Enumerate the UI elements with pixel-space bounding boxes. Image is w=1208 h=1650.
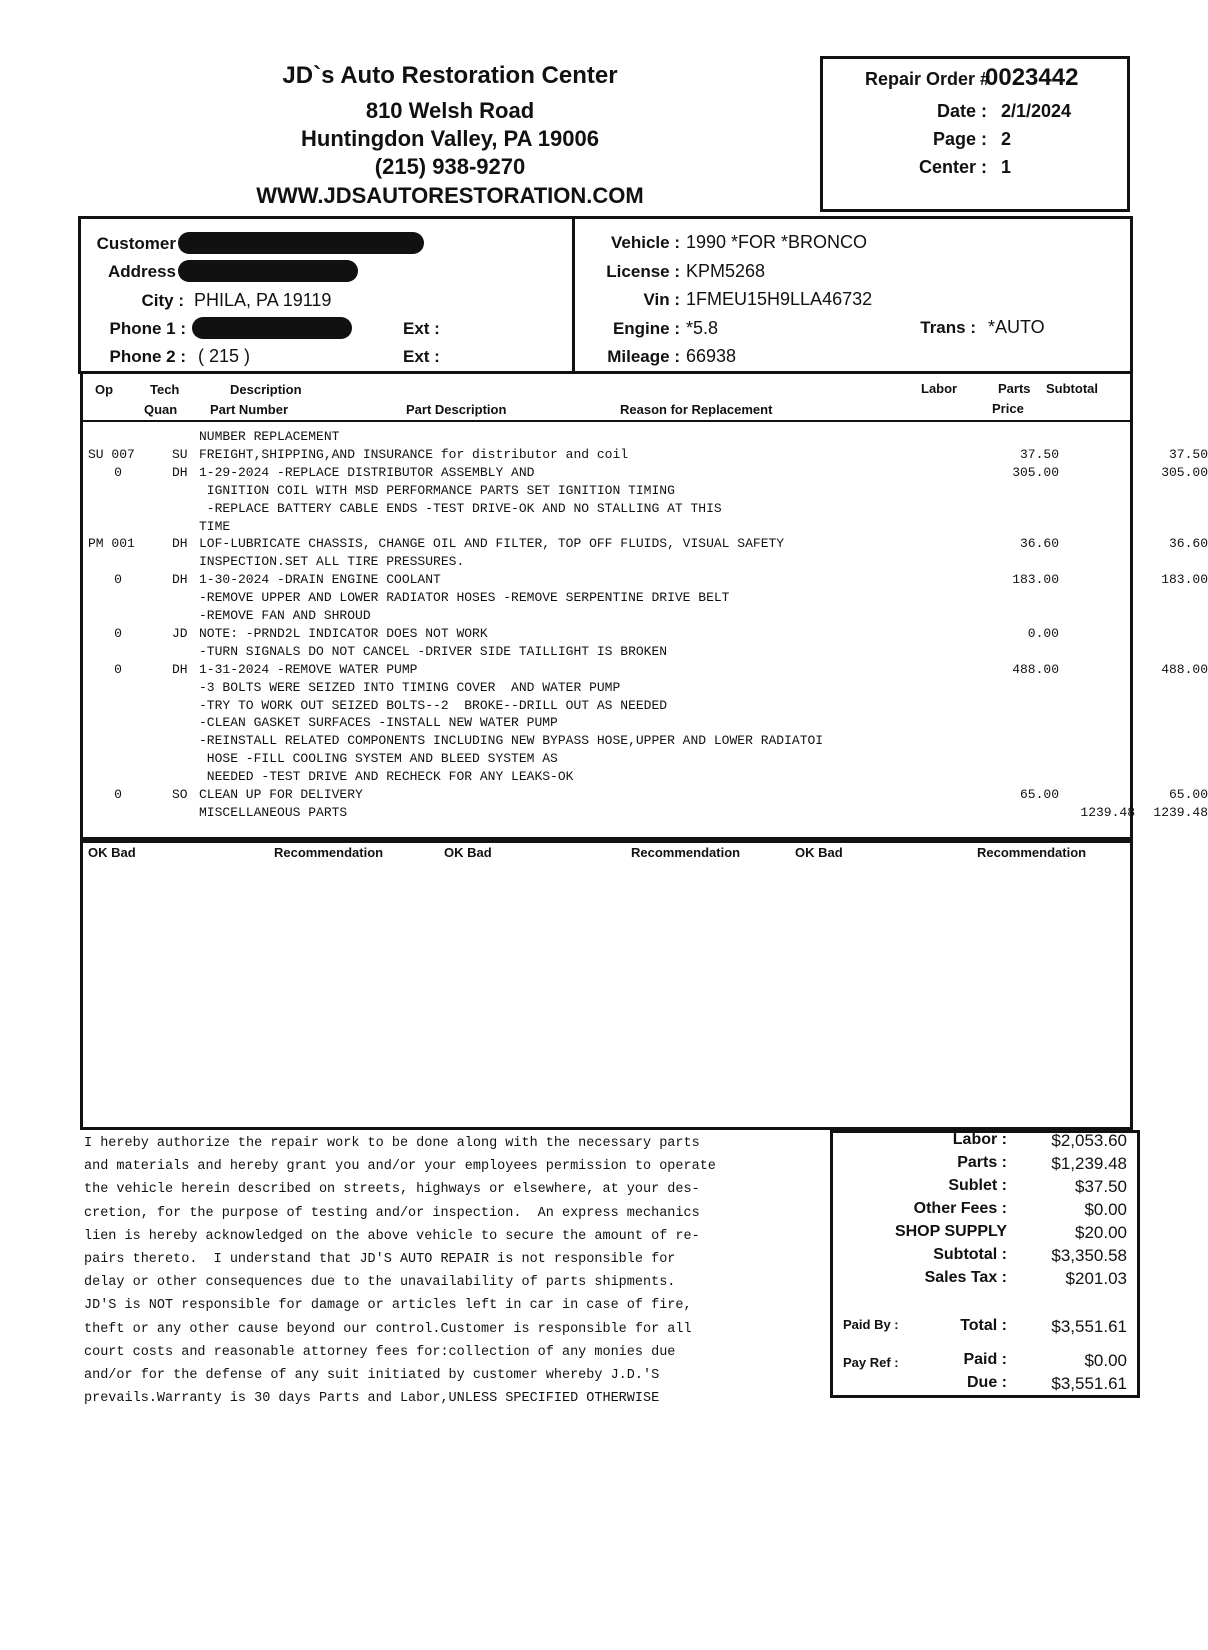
order-date: 2/1/2024 xyxy=(1001,101,1072,121)
line-item-row xyxy=(84,590,1124,608)
customer-vehicle-divider xyxy=(572,216,575,374)
line-item-description: CLEAN UP FOR DELIVERY xyxy=(199,787,363,802)
line-item-subtotal: 36.60 xyxy=(1168,536,1208,552)
parts-total: $1,239.48 xyxy=(1051,1154,1127,1173)
line-item-labor: 183.00 xyxy=(1012,572,1059,588)
line-item-tech: DH xyxy=(172,572,188,588)
line-item-op: 0 xyxy=(114,661,122,677)
line-item-description: -3 BOLTS WERE SEIZED INTO TIMING COVER AND WATER PUMP xyxy=(199,679,621,695)
terms-line: and/or for the defense of any suit initiated by customer whereby J.D.'S xyxy=(84,1368,660,1384)
authorization-terms xyxy=(84,1132,824,1410)
city-label: City : xyxy=(141,291,184,310)
line-item-description: TIME xyxy=(199,518,231,534)
total-label: Total : xyxy=(960,1317,1007,1334)
line-item-tech: DH xyxy=(172,661,188,677)
ext1-label: Ext : xyxy=(403,319,440,338)
line-item-description: HOSE -FILL COOLING SYSTEM AND BLEED SYSTEM AS xyxy=(199,751,558,767)
terms-line: pairs thereto. I understand that JD'S AUTO REPAIR is not responsible for xyxy=(84,1252,676,1268)
line-item-tech: DH xyxy=(172,536,188,552)
vehicle-value: 1990 *FOR *BRONCO xyxy=(686,232,868,252)
line-item-row xyxy=(84,626,1124,644)
line-item-row xyxy=(84,429,1124,447)
line-item-description: NOTE: -PRND2L INDICATOR DOES NOT WORK xyxy=(199,625,488,641)
line-item-row xyxy=(84,446,1208,465)
line-item-labor: 305.00 xyxy=(1012,464,1059,480)
line-item-op: SU 007 xyxy=(88,446,135,462)
line-item-description: 1-31-2024 -REMOVE WATER PUMP xyxy=(199,661,418,677)
col-description-header: Description xyxy=(230,382,302,397)
labor-total: $2,053.60 xyxy=(1051,1131,1127,1150)
shop-street: 810 Welsh Road xyxy=(365,98,535,123)
terms-line: JD'S is NOT responsible for damage or articles left in car in case of fire, xyxy=(84,1298,692,1314)
paid-label: Paid : xyxy=(963,1351,1007,1368)
line-item-parts: 1239.48 xyxy=(1080,804,1135,820)
line-item-row xyxy=(84,536,1208,554)
col-price-header: Price xyxy=(992,401,1024,416)
labor-total-label: Labor : xyxy=(952,1131,1007,1148)
repair-order-label: Repair Order # xyxy=(865,69,991,89)
due-amount: $3,551.61 xyxy=(1051,1374,1127,1393)
mileage-label: Mileage : xyxy=(607,347,680,366)
subtotal-label: Subtotal : xyxy=(933,1246,1007,1263)
license-label: License : xyxy=(606,262,680,281)
col-reason-header: Reason for Replacement xyxy=(620,402,773,417)
terms-line: and materials and hereby grant you and/or your employees permission to operate xyxy=(84,1159,716,1175)
mileage-value: 66938 xyxy=(686,346,737,366)
line-item-row xyxy=(84,804,1208,823)
line-item-row xyxy=(84,483,1124,501)
trans-value: *AUTO xyxy=(988,317,1045,337)
line-item-labor: 0.00 xyxy=(1027,625,1059,641)
line-item-description: -CLEAN GASKET SURFACES -INSTALL NEW WATER PUMP xyxy=(199,715,558,731)
line-item-subtotal: 65.00 xyxy=(1168,787,1208,802)
terms-line: lien is hereby acknowledged on the above vehicle to secure the amount of re- xyxy=(84,1228,700,1244)
due-label: Due : xyxy=(967,1374,1007,1391)
line-item-description: -TRY TO WORK OUT SEIZED BOLTS--2 BROKE--DRILL OUT AS NEEDED xyxy=(199,697,668,713)
terms-line: prevails.Warranty is 30 days Parts and Labor,UNLESS SPECIFIED OTHERWISE xyxy=(84,1391,660,1407)
line-item-row xyxy=(84,680,1124,698)
center-number: 1 xyxy=(1001,157,1012,177)
other-fees-label: Other Fees : xyxy=(913,1200,1007,1217)
customer-city: PHILA, PA 19119 xyxy=(194,290,332,310)
shop-phone: (215) 938-9270 xyxy=(374,154,526,179)
line-item-tech: SO xyxy=(172,787,188,802)
line-item-description: FREIGHT,SHIPPING,AND INSURANCE for distributor and coil xyxy=(199,446,629,462)
vehicle-label: Vehicle : xyxy=(611,233,680,252)
sublet-total: $37.50 xyxy=(1075,1177,1127,1196)
rec-header-3: Recommendation xyxy=(977,845,1087,860)
recommendation-box xyxy=(80,840,1133,1130)
line-item-subtotal: 305.00 xyxy=(1161,464,1208,480)
line-item-row xyxy=(84,608,1124,626)
line-item-description: -REINSTALL RELATED COMPONENTS INCLUDING NEW BYPASS HOSE,UPPER AND LOWER RADIATOI xyxy=(199,733,824,749)
grand-total: $3,551.61 xyxy=(1051,1317,1127,1336)
line-item-row xyxy=(84,644,1124,662)
line-item-subtotal: 1239.48 xyxy=(1153,804,1208,820)
line-item-tech: JD xyxy=(172,625,188,641)
line-item-row xyxy=(84,787,1208,805)
engine-value: *5.8 xyxy=(686,318,719,338)
totals-box xyxy=(830,1130,1140,1398)
col-labor-header: Labor xyxy=(921,381,958,396)
line-item-labor: 65.00 xyxy=(1019,787,1059,802)
line-item-description: -TURN SIGNALS DO NOT CANCEL -DRIVER SIDE TAILLIGHT IS BROKEN xyxy=(199,643,668,659)
line-item-row xyxy=(84,554,1124,572)
line-item-row xyxy=(84,769,1124,787)
col-subtotal-header: Subtotal xyxy=(1046,381,1098,396)
date-label: Date : xyxy=(936,101,987,121)
line-item-labor: 37.50 xyxy=(1019,446,1059,462)
line-item-op: 0 xyxy=(114,787,122,802)
line-item-subtotal: 37.50 xyxy=(1168,446,1208,462)
terms-line: theft or any other cause beyond our control.Customer is responsible for all xyxy=(84,1321,692,1337)
page-number: 2 xyxy=(1001,129,1012,149)
line-item-row xyxy=(84,715,1124,733)
parts-total-label: Parts : xyxy=(957,1154,1007,1171)
items-header-rule xyxy=(80,420,1133,422)
col-quan-header: Quan xyxy=(144,402,178,417)
ext2-label: Ext : xyxy=(403,347,440,366)
center-label: Center : xyxy=(918,157,987,177)
line-item-labor: 36.60 xyxy=(1019,536,1059,552)
shop-supply-total: $20.00 xyxy=(1075,1223,1127,1242)
line-item-subtotal: 488.00 xyxy=(1161,661,1208,677)
line-item-row xyxy=(84,733,1124,751)
line-items-list xyxy=(84,429,1208,829)
line-item-row xyxy=(84,519,1124,537)
col-part-description-header: Part Description xyxy=(406,402,507,417)
terms-line: I hereby authorize the repair work to be done along with the necessary parts xyxy=(84,1136,700,1151)
line-item-description: 1-30-2024 -DRAIN ENGINE COOLANT xyxy=(199,572,441,588)
line-item-description: LOF-LUBRICATE CHASSIS, CHANGE OIL AND FILTER, TOP OFF FLUIDS, VISUAL SAFETY xyxy=(199,536,785,552)
terms-line: court costs and reasonable attorney fees for:collection of any monies due xyxy=(84,1344,676,1360)
line-item-row xyxy=(84,572,1208,590)
col-tech-header: Tech xyxy=(150,382,180,397)
line-item-op: PM 001 xyxy=(88,536,135,552)
page-label: Page : xyxy=(932,129,987,149)
customer-label: Customer xyxy=(96,234,176,253)
line-item-description: NUMBER REPLACEMENT xyxy=(199,429,340,444)
line-item-subtotal: 183.00 xyxy=(1161,572,1208,588)
line-item-description: 1-29-2024 -REPLACE DISTRIBUTOR ASSEMBLY AND xyxy=(199,464,535,480)
terms-line: delay or other consequences due to the unavailability of parts shipments. xyxy=(84,1275,676,1291)
vin-value: 1FMEU15H9LLA46732 xyxy=(686,289,873,309)
address-label: Address xyxy=(107,262,176,281)
terms-line: the vehicle herein described on streets, highways or elsewhere, at your des- xyxy=(84,1182,700,1198)
customer-name-redacted xyxy=(178,232,424,254)
sales-tax-amount: $201.03 xyxy=(1065,1269,1127,1288)
repair-order-number: 0023442 xyxy=(985,64,1079,91)
line-item-labor: 488.00 xyxy=(1012,661,1059,677)
line-item-row xyxy=(84,501,1124,519)
line-item-op: 0 xyxy=(114,625,122,641)
rec-header-1: Recommendation xyxy=(274,845,384,860)
repair-order-box xyxy=(820,56,1130,212)
engine-label: Engine : xyxy=(612,319,680,338)
rec-header-2: Recommendation xyxy=(631,845,741,860)
line-item-op: 0 xyxy=(114,572,122,588)
col-part-number-header: Part Number xyxy=(210,402,289,417)
sales-tax-label: Sales Tax : xyxy=(924,1269,1007,1286)
line-item-description: INSPECTION.SET ALL TIRE PRESSURES. xyxy=(199,554,465,570)
phone2-value: ( 215 ) xyxy=(198,346,251,366)
phone1-redacted xyxy=(192,317,352,339)
paid-by-label: Paid By : xyxy=(843,1317,899,1332)
line-item-description: -REMOVE UPPER AND LOWER RADIATOR HOSES -REMOVE SERPENTINE DRIVE BELT xyxy=(199,590,730,606)
sublet-label: Sublet : xyxy=(948,1177,1007,1194)
paid-amount: $0.00 xyxy=(1084,1351,1127,1370)
line-item-tech: DH xyxy=(172,464,188,480)
rec-okbad-3: OK Bad xyxy=(795,845,843,860)
shop-supply-label: SHOP SUPPLY xyxy=(894,1223,1007,1240)
line-item-description: -REPLACE BATTERY CABLE ENDS -TEST DRIVE-OK AND NO STALLING AT THIS xyxy=(199,500,722,516)
col-op-header: Op xyxy=(95,382,114,397)
line-item-description: MISCELLANEOUS PARTS xyxy=(199,804,348,820)
col-parts-header: Parts xyxy=(998,381,1031,396)
subtotal-amount: $3,350.58 xyxy=(1051,1246,1127,1265)
address-redacted xyxy=(178,260,358,282)
other-fees-total: $0.00 xyxy=(1084,1200,1127,1219)
shop-city: Huntingdon Valley, PA 19006 xyxy=(301,126,599,151)
line-item-description: NEEDED -TEST DRIVE AND RECHECK FOR ANY LEAKS-OK xyxy=(199,769,574,785)
pay-ref-label: Pay Ref : xyxy=(843,1355,899,1370)
license-value: KPM5268 xyxy=(686,261,766,281)
line-item-row xyxy=(84,751,1124,769)
shop-name: JD`s Auto Restoration Center xyxy=(282,62,618,89)
rec-okbad-2: OK Bad xyxy=(444,845,492,860)
shop-website: WWW.JDSAUTORESTORATION.COM xyxy=(256,183,644,208)
vin-label: Vin : xyxy=(643,290,680,309)
line-item-row xyxy=(84,464,1208,483)
phone1-label: Phone 1 : xyxy=(109,319,186,338)
line-item-row xyxy=(84,661,1208,680)
line-item-description: -REMOVE FAN AND SHROUD xyxy=(199,608,371,623)
line-item-row xyxy=(84,698,1124,716)
line-item-tech: SU xyxy=(172,446,188,462)
line-item-description: IGNITION COIL WITH MSD PERFORMANCE PARTS SET IGNITION TIMING xyxy=(199,482,675,498)
line-item-op: 0 xyxy=(114,464,122,480)
trans-label: Trans : xyxy=(920,318,976,337)
terms-line: cretion, for the purpose of testing and/or inspection. An express mechanics xyxy=(84,1205,700,1221)
phone2-label: Phone 2 : xyxy=(109,347,186,366)
rec-okbad-1: OK Bad xyxy=(88,845,136,860)
